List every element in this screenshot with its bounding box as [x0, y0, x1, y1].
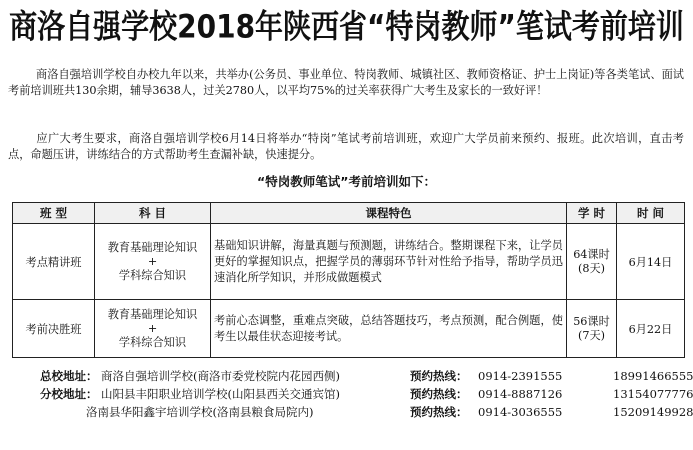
contact-row: [0, 385, 693, 403]
subject-plus: +: [147, 321, 158, 335]
mobile-number: 18991466555: [613, 369, 693, 383]
mobile-number: 15209149928: [613, 405, 693, 419]
hotline-label: 预约热线：: [410, 405, 468, 419]
hours-value: 56课时: [573, 314, 610, 328]
hours-cell: [567, 300, 617, 358]
phone-number: 0914-8887126: [478, 387, 563, 401]
address-text: 商洛自强培训学校(商洛市委党校院内花园西侧): [101, 369, 340, 383]
table-title: “特岗教师笔试”考前培训如下：: [257, 174, 436, 189]
subject-cell: [95, 224, 211, 300]
subject-2: 学科综合知识: [118, 268, 187, 282]
days-value: (8天): [577, 261, 606, 275]
header-features: 课程特色: [211, 203, 567, 224]
date-cell: 6月14日: [617, 224, 685, 300]
header-subject: 科 目: [95, 203, 211, 224]
address-text: 洛南县华阳鑫宇培训学校(洛南县粮食局院内): [86, 405, 314, 419]
contact-row: [0, 403, 693, 421]
class-name: 考前决胜班: [13, 300, 95, 358]
page-title: 商洛自强学校2018年陕西省“特岗教师”笔试考前培训: [9, 7, 684, 46]
intro-text-1: 商洛自强培训学校自办校九年以来，共举办(公务员、事业单位、特岗教师、城镇社区、教师资格证、护士上岗证)等各类笔试、面试考前培训班共130余期，辅导3638人，过关2780人，以平均75%的过关率获得广大考生及家长的一致好评！: [8, 68, 684, 97]
subject-2: 学科综合知识: [118, 335, 187, 349]
phone-number: 0914-3036555: [478, 405, 563, 419]
table-row: [13, 300, 685, 358]
days-value: (7天): [577, 328, 606, 342]
header-date: 时 间: [617, 203, 685, 224]
course-features: 考前心态调整，重难点突破，总结答题技巧，考点预测，配合例题，使考生以最佳状态迎接考试。: [211, 300, 567, 358]
address-label: 总校地址：: [40, 369, 98, 383]
subject-plus: +: [147, 254, 158, 268]
mobile-number: 13154077776: [613, 387, 693, 401]
intro-paragraph-1: [8, 67, 684, 99]
address-label: 分校地址：: [40, 387, 98, 401]
hours-cell: [567, 224, 617, 300]
intro-text-2: 应广大考生要求，商洛自强培训学校6月14日将举办“特岗”笔试考前培训班，欢迎广大学员前来预约、报班。此次培训，直击考点，命题压讲，讲练结合的方式帮助考生查漏补缺，快速提分。: [8, 132, 684, 161]
class-name: 考点精讲班: [13, 224, 95, 300]
subject-cell: [95, 300, 211, 358]
date-cell: 6月22日: [617, 300, 685, 358]
address-text: 山阳县丰阳职业培训学校(山阳县西关交通宾馆): [101, 387, 340, 401]
subject-1: 教育基础理论知识: [107, 240, 198, 254]
contact-row: [0, 367, 693, 385]
header-hours: 学 时: [567, 203, 617, 224]
contact-section: [0, 367, 693, 421]
course-features: 基础知识讲解，海量真题与预测题，讲练结合。整期课程下来，让学员更好的掌握知识点，把握学员的薄弱环节针对性给予指导，帮助学员迅速消化所学知识，并形成做题模式: [211, 224, 567, 300]
hotline-label: 预约热线：: [410, 387, 468, 401]
header-class: 班 型: [13, 203, 95, 224]
course-table: [12, 202, 685, 358]
phone-number: 0914-2391555: [478, 369, 563, 383]
intro-paragraph-2: [8, 131, 684, 163]
table-row: [13, 224, 685, 300]
hours-value: 64课时: [573, 247, 610, 261]
hotline-label: 预约热线：: [410, 369, 468, 383]
subject-1: 教育基础理论知识: [107, 307, 198, 321]
table-header-row: [13, 203, 685, 224]
